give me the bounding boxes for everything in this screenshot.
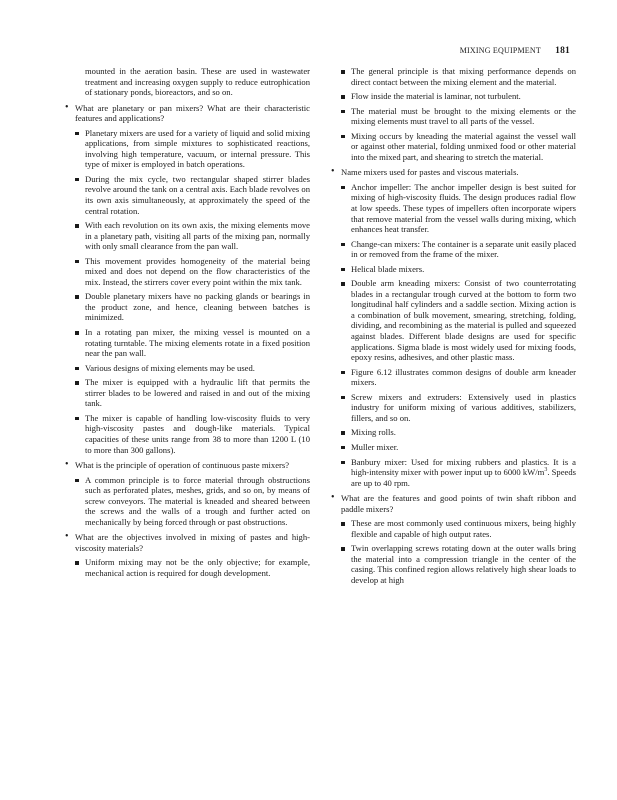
list-item-banbury [331, 457, 576, 489]
list-item: Helical blade mixers. [331, 264, 576, 275]
list-item: Flow inside the material is laminar, not turbulent. [331, 91, 576, 102]
running-title: MIXING EQUIPMENT [459, 46, 541, 55]
banbury-tail: . Speeds are up to 40 rpm. [351, 467, 576, 488]
question-continuous-paste-mixers: • What is the principle of operation of continuous paste mixers? [65, 460, 310, 471]
left-column [65, 66, 310, 583]
list-item: Double arm kneading mixers: Consist of two counterrotating blades in a rectangular trough curved at the bottom to form two longitudinal half cylinders and a saddle section. Mixing action is a combination of bulk movement, smearing, stretching, folding, dividing, and recombining as the material is pulled and squeezed against blades. Different blade designs are used for specific applications. Sigma blade is most widely used for mixing foods, epoxy resins, adhesives, and other plastic mass. [331, 278, 576, 362]
list-item: Anchor impeller: The anchor impeller design is best suited for mixing of high-viscosity fluids. The design produces radial flow at low speeds. These types of impellers often incorporate wipers that remove material from the vessel walls during mixing, which enhances heat transfer. [331, 182, 576, 235]
list-item: Uniform mixing may not be the only objective; for example, mechanical action is required for dough development. [65, 557, 310, 578]
list-item: The general principle is that mixing performance depends on direct contact between the mixing element and the material. [331, 66, 576, 87]
question-planetary-mixers: • What are planetary or pan mixers? What are their characteristic features and applications? [65, 103, 310, 124]
list-item: Twin overlapping screws rotating down at the outer walls bring the material into a compression triangle in the center of the casing. This confined region allows relatively high shear loads to develop at high [331, 543, 576, 585]
right-column [331, 66, 576, 590]
question-twin-shaft-mixers: • What are the features and good points of twin shaft ribbon and paddle mixers? [331, 493, 576, 514]
list-item: Screw mixers and extruders: Extensively used in plastics industry for uniform mixing of various additives, stabilizers, fillers, and so on. [331, 392, 576, 424]
list-item: Mixing occurs by kneading the material against the vessel wall or against other material, folding unmixed food or other material into the mixed part, and shearing to stretch the material. [331, 131, 576, 163]
question-mixing-objectives: • What are the objectives involved in mixing of pastes and high-viscosity materials? [65, 532, 310, 553]
list-item: Planetary mixers are used for a variety of liquid and solid mixing applications, from simple mixtures to sophisticated reactions, involving high temperature, vacuum, or internal pressure. This type of mixer is employed in batch operations. [65, 128, 310, 170]
list-item: Figure 6.12 illustrates common designs of double arm kneader mixers. [331, 367, 576, 388]
list-item: The mixer is equipped with a hydraulic lift that permits the stirrer blades to be lowered and raised in and out of the mixing tank. [65, 377, 310, 409]
running-header [460, 46, 570, 56]
question-paste-mixers: • Name mixers used for pastes and viscous materials. [331, 167, 576, 178]
list-item: Mixing rolls. [331, 427, 576, 438]
banbury-text: Banbury mixer: Used for mixing rubbers and plastics. It is a high-intensity mixer with power input up to 6000 kW/m [351, 456, 576, 478]
list-item: With each revolution on its own axis, the mixing elements move in a planetary path, visiting all parts of the mixing pan, normally with only small clearance from the pan wall. [65, 220, 310, 252]
list-item: Change-can mixers: The container is a separate unit easily placed in or removed from the frame of the mixer. [331, 239, 576, 260]
list-item: In a rotating pan mixer, the mixing vessel is mounted on a rotating turntable. The mixing elements rotate in a fixed position near the pan wall. [65, 327, 310, 359]
list-item: Muller mixer. [331, 442, 576, 453]
list-item: The mixer is capable of handling low-viscosity fluids to very high-viscosity pastes and dough-like materials. Typical capacities of these units range from 38 to more than 1200 L (10 to more than 300 gallons). [65, 413, 310, 455]
list-item: Double planetary mixers have no packing glands or bearings in the product zone, and hence, cleaning between batches is minimized. [65, 291, 310, 323]
list-item: The material must be brought to the mixing elements or the mixing elements must travel to all parts of the vessel. [331, 106, 576, 127]
list-item: These are most commonly used continuous mixers, being highly flexible and capable of high output rates. [331, 518, 576, 539]
list-item: A common principle is to force material through obstructions such as perforated plates, meshes, grids, and so on, by means of screw conveyors. The material is kneaded and sheared between the screws and the walls of a trough and further acted on mechanically by being forced through or past obstructions. [65, 475, 310, 528]
list-item: Various designs of mixing elements may be used. [65, 363, 310, 374]
page-number: 181 [555, 46, 570, 56]
list-item: This movement provides homogeneity of the material being mixed and does not depend on the flow characteristics of the mix. Instead, the stirrers cover every point within the mix tank. [65, 256, 310, 288]
list-item: During the mix cycle, two rectangular shaped stirrer blades revolve around the tank on a central axis. Each blade revolves on its own axis simultaneously, at approximately the speed of the central rotation. [65, 174, 310, 216]
continuation-paragraph: mounted in the aeration basin. These are used in wastewater treatment and increasing oxygen supply to reduce eutrophication of stationary ponds, bioreactors, and so on. [85, 66, 310, 98]
banbury-superscript: 3 [544, 467, 548, 474]
